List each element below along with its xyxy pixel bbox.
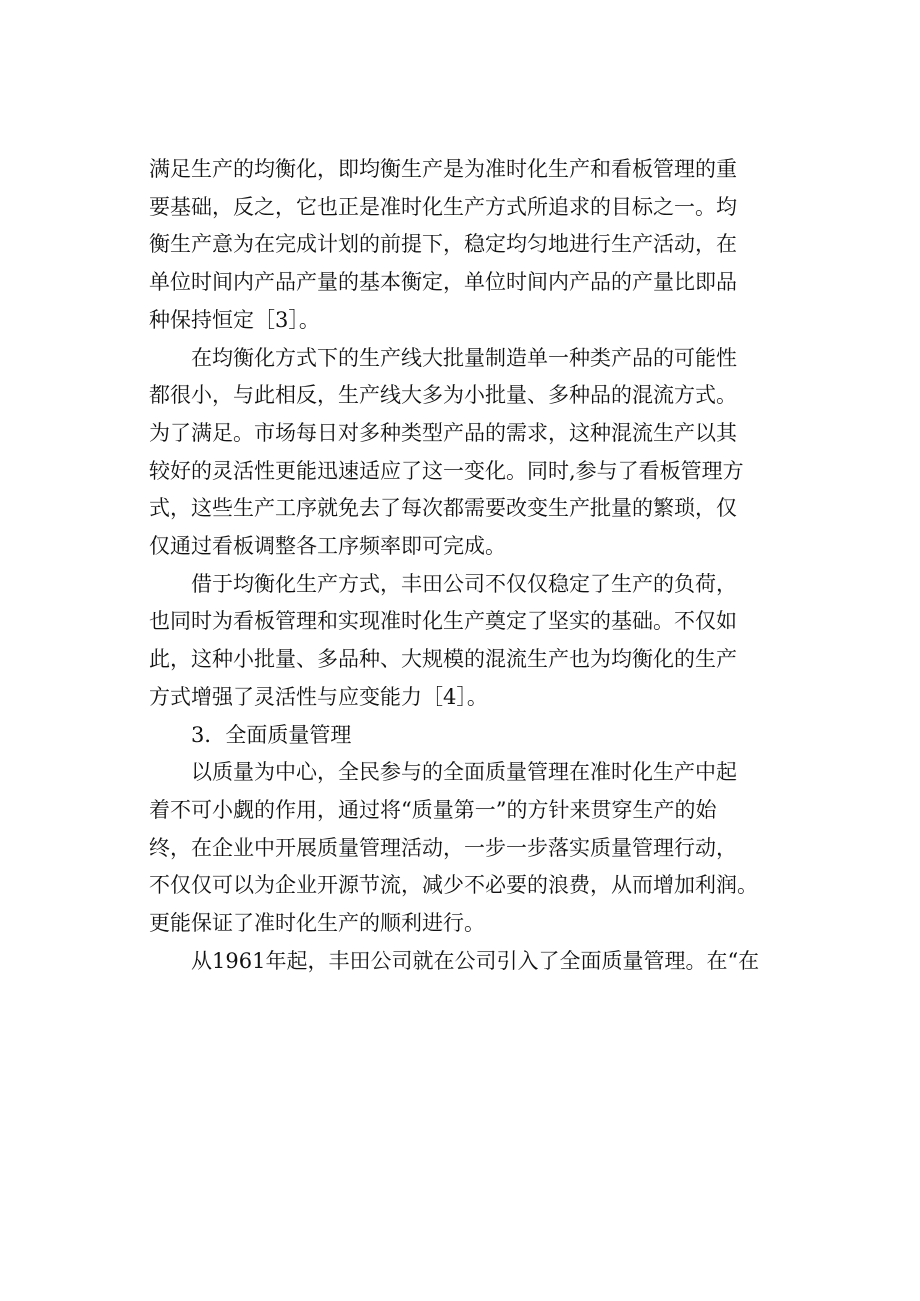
paragraph-2 [149,340,801,566]
paragraph-line: 也同时为看板管理和实现准时化生产奠定了坚实的基础。不仅如 [149,609,737,634]
paragraph-line: 方式增强了灵活性与应变能力［4］。 [149,684,488,709]
paragraph-line: 为了满足。市场每日对多种类型产品的需求，这种混流生产以其 [149,420,737,445]
paragraph-line: 以质量为中心，全民参与的全面质量管理在准时化生产中起 [191,760,737,785]
paragraph-line: 不仅仅可以为企业开源节流，减少不必要的浪费，从而增加利润。 [149,873,758,898]
paragraph-line: 仅通过看板调整各工序频率即可完成。 [149,534,506,559]
document-body [149,151,801,980]
section-heading-text: 3．全面质量管理 [191,722,352,747]
paragraph-line: 都很小，与此相反，生产线大多为小批量、多种品的混流方式。 [149,383,737,408]
paragraph-3 [149,566,801,717]
paragraph-line: 此，这种小批量、多品种、大规模的混流生产也为均衡化的生产 [149,647,737,672]
paragraph-line: 终，在企业中开展质量管理活动，一步一步落实质量管理行动， [149,835,737,860]
paragraph-4 [149,754,801,943]
paragraph-line: 在均衡化方式下的生产线大批量制造单一种类产品的可能性 [191,345,737,370]
paragraph-1 [149,151,801,340]
paragraph-line: 借于均衡化生产方式，丰田公司不仅仅稳定了生产的负荷， [191,571,737,596]
paragraph-line: 式，这些生产工序就免去了每次都需要改变生产批量的繁琐，仅 [149,496,737,521]
paragraph-5 [149,943,801,981]
paragraph-line: 种保持恒定［3］。 [149,307,320,332]
section-heading [149,717,801,755]
paragraph-line: 更能保证了准时化生产的顺利进行。 [149,911,485,936]
paragraph-line: 较好的灵活性更能迅速适应了这一变化。同时,参与了看板管理方 [149,458,744,483]
paragraph-line: 着不可小觑的作用，通过将“质量第一”的方针来贯穿生产的始 [149,797,717,822]
paragraph-line: 衡生产意为在完成计划的前提下，稳定均匀地进行生产活动，在 [149,232,737,257]
paragraph-line: 要基础，反之，它也正是准时化生产方式所追求的目标之一。均 [149,194,737,219]
paragraph-line: 单位时间内产品产量的基本衡定，单位时间内产品的产量比即品 [149,270,737,295]
paragraph-line: 满足生产的均衡化，即均衡生产是为准时化生产和看板管理的重 [149,157,737,181]
paragraph-line: 从1961年起，丰田公司就在公司引入了全面质量管理。在“在 [191,948,760,973]
